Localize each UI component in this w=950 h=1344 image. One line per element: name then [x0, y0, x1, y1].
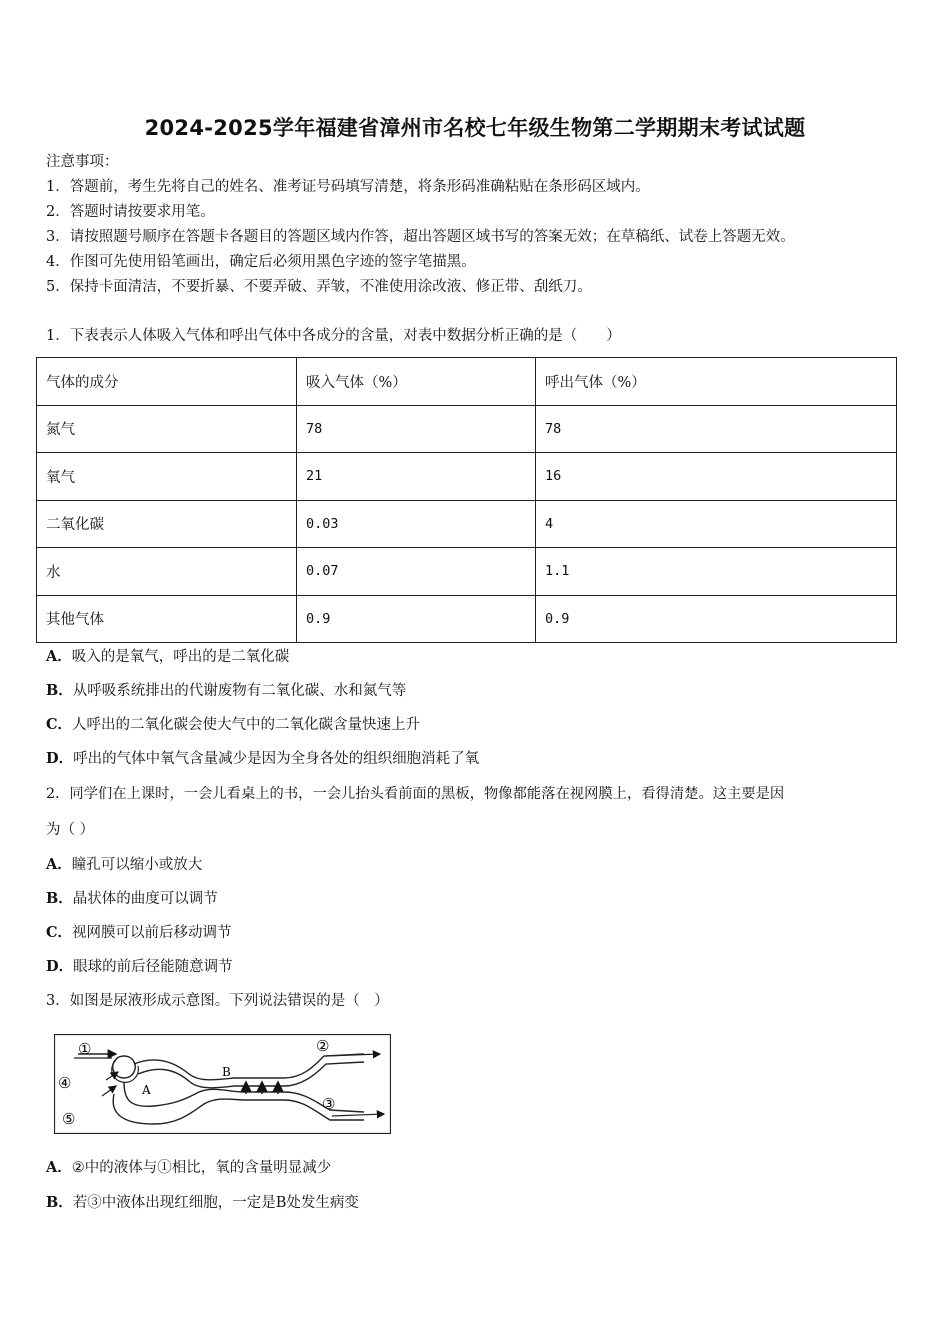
table-cell: 0.9: [297, 595, 536, 643]
table-row: [37, 595, 897, 643]
table-cell: 78: [297, 405, 536, 453]
option-letter: A．: [46, 1159, 72, 1176]
gas-composition-table: [36, 357, 897, 643]
table-cell: 78: [536, 405, 897, 453]
question-2-stem-cont: 为（ ）: [46, 822, 95, 838]
table-row: [37, 405, 897, 453]
tubule-inner-wall: [138, 1062, 364, 1088]
question-3-stem: 3．如图是尿液形成示意图。下列说法错误的是（ ）: [46, 993, 389, 1009]
q3-option-a: [46, 1158, 331, 1178]
table-row: [37, 453, 897, 501]
option-text: 眼球的前后径能随意调节: [73, 959, 233, 975]
q1-option-a: [46, 647, 289, 667]
table-cell: 0.03: [297, 500, 536, 548]
option-text: 若③中液体出现红细胞，一定是B处发生病变: [72, 1195, 359, 1211]
q3-option-b: [46, 1193, 359, 1213]
outflow-arrow-3: [332, 1114, 384, 1116]
label-b: B: [222, 1065, 231, 1079]
question-1-stem: 1．下表表示人体吸入气体和呼出气体中各成分的含量，对表中数据分析正确的是（ ）: [46, 328, 621, 344]
q2-option-a: [46, 855, 202, 875]
table-cell: 21: [297, 453, 536, 501]
option-letter: A．: [46, 856, 72, 873]
option-text: 人呼出的二氧化碳会使大气中的二氧化碳含量快速上升: [72, 717, 421, 733]
option-letter: A．: [46, 648, 72, 665]
table-cell: 0.07: [297, 548, 536, 596]
notice-item: 2．答题时请按要求用笔。: [46, 204, 215, 220]
table-header-row: [37, 358, 897, 406]
q2-option-d: [46, 957, 233, 977]
q2-option-b: [46, 889, 218, 909]
label-5: ⑤: [62, 1110, 76, 1128]
option-text: 呼出的气体中氧气含量减少是因为全身各处的组织细胞消耗了氧: [73, 751, 480, 767]
option-letter: B．: [46, 890, 73, 907]
option-text: 视网膜可以前后移动调节: [72, 925, 232, 941]
diagram-frame: [55, 1035, 391, 1134]
label-3: ③: [322, 1095, 336, 1113]
option-text: 吸入的是氧气，呼出的是二氧化碳: [71, 649, 290, 665]
option-text: 瞳孔可以缩小或放大: [71, 857, 203, 873]
notice-item: 3．请按照题号顺序在答题卡各题目的答题区域内作答，超出答题区域书写的答案无效；在草稿纸、试卷上答题无效。: [46, 229, 795, 245]
notice-item: 4．作图可先使用铅笔画出，确定后必须用黑色字迹的签字笔描黑。: [46, 254, 476, 270]
tubule-upper-wall: [134, 1054, 364, 1080]
option-text: 晶状体的曲度可以调节: [72, 891, 218, 907]
page-title: 2024-2025学年福建省漳州市名校七年级生物第二学期期末考试试题: [144, 116, 806, 140]
option-text: ②中的液体与①相比，氧的含量明显减少: [71, 1160, 332, 1176]
table-row: [37, 500, 897, 548]
option-letter: B．: [46, 682, 73, 699]
label-2: ②: [316, 1037, 330, 1055]
option-letter: C．: [46, 924, 73, 941]
q1-option-d: [46, 749, 479, 769]
label-1: ①: [78, 1040, 92, 1058]
q2-option-c: [46, 923, 232, 943]
table-cell: 氮气: [37, 405, 297, 453]
table-cell: 二氧化碳: [37, 500, 297, 548]
notice-item: 5．保持卡面清洁，不要折暴、不要弄破、弄皱，不准使用涂改液、修正带、刮纸刀。: [46, 279, 592, 295]
glomerulus-shape: [113, 1056, 136, 1078]
table-cell: 1.1: [536, 548, 897, 596]
table-header-cell: 呼出气体（%）: [536, 358, 897, 406]
option-letter: B．: [46, 1194, 73, 1211]
q1-option-b: [46, 681, 406, 701]
table-cell: 16: [536, 453, 897, 501]
notice-heading: 注意事项：: [46, 154, 119, 170]
table-cell: 4: [536, 500, 897, 548]
table-cell: 水: [37, 548, 297, 596]
label-4: ④: [58, 1074, 72, 1092]
option-letter: D．: [46, 958, 74, 975]
table-cell: 0.9: [536, 595, 897, 643]
urine-formation-diagram: [54, 1034, 391, 1134]
table-header-cell: 气体的成分: [37, 358, 297, 406]
label-a: A: [142, 1083, 151, 1097]
option-text: 从呼吸系统排出的代谢废物有二氧化碳、水和氮气等: [72, 683, 407, 699]
q1-option-c: [46, 715, 420, 735]
table-header-cell: 吸入气体（%）: [297, 358, 536, 406]
option-letter: C．: [46, 716, 73, 733]
table-cell: 其他气体: [37, 595, 297, 643]
table-row: [37, 548, 897, 596]
option-letter: D．: [46, 750, 74, 767]
table-cell: 氧气: [37, 453, 297, 501]
notice-item: 1．答题前，考生先将自己的姓名、准考证号码填写清楚，将条形码准确粘贴在条形码区域内。: [46, 179, 650, 195]
question-2-stem: 2．同学们在上课时，一会儿看桌上的书，一会儿抬头看前面的黑板，物像都能落在视网膜上，看得清楚。这主要是因: [46, 786, 785, 802]
